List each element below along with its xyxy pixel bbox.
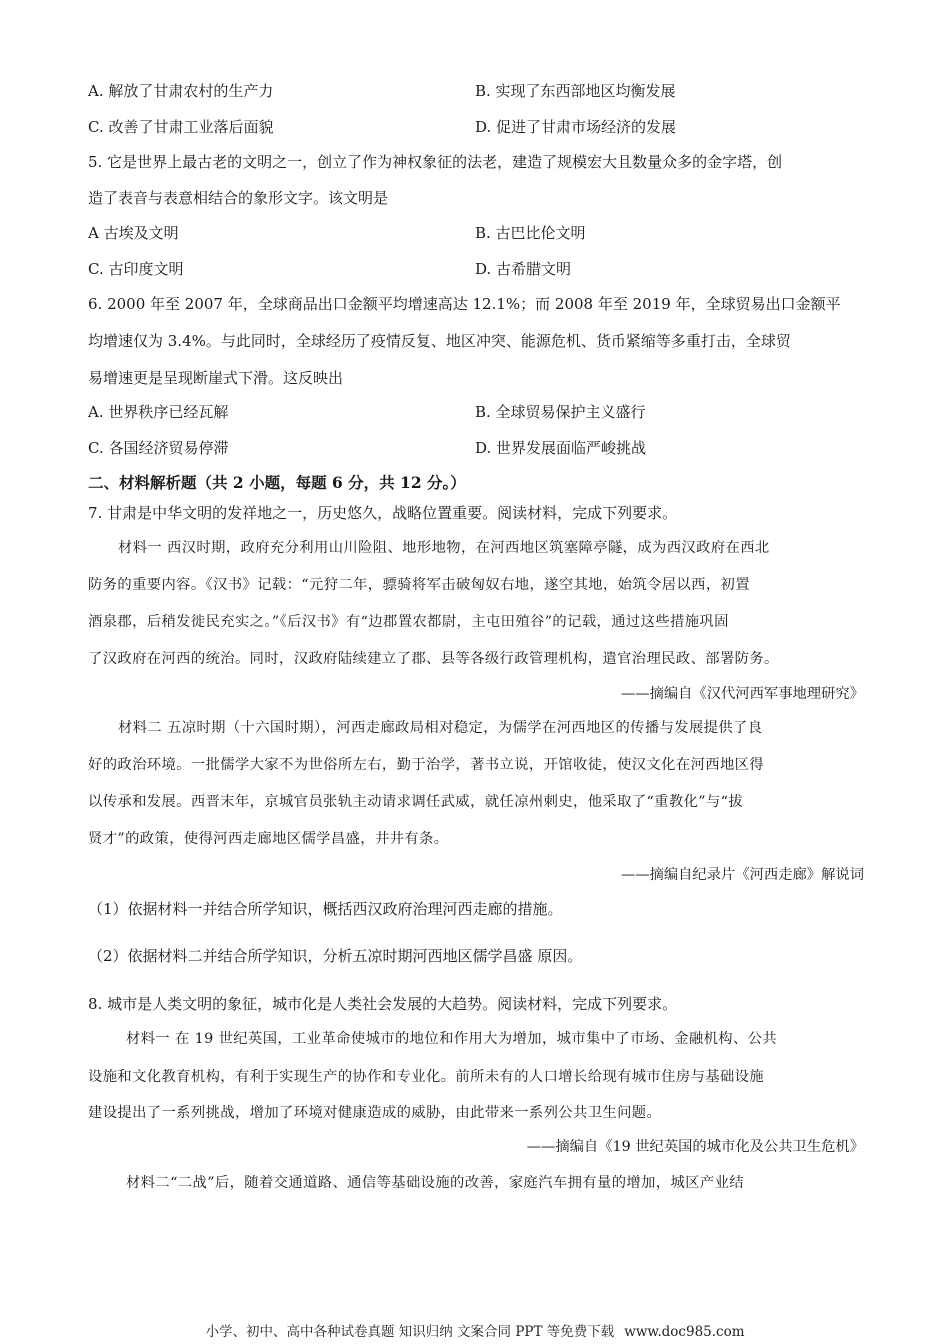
q5-option-c: C. 古印度文明: [88, 260, 184, 278]
q7-material-2-source: ——摘编自纪录片《河西走廊》解说词: [620, 867, 864, 883]
q6-option-c: C. 各国经济贸易停滞: [88, 439, 229, 457]
section-2-heading: 二、材料解析题（共 2 小题，每题 6 分，共 12 分。）: [88, 473, 466, 492]
q6-option-d: D. 世界发展面临严峻挑战: [475, 439, 647, 457]
q5-stem-line1: 5. 它是世界上最古老的文明之一，创立了作为神权象征的法老，建造了规模宏大且数量众多的金字塔，创: [88, 153, 783, 171]
q6-option-a: A. 世界秩序已经瓦解: [88, 403, 229, 421]
q5-option-b: B. 古巴比伦文明: [475, 224, 586, 242]
q4-option-b: B. 实现了东西部地区均衡发展: [475, 82, 676, 100]
q7-material-1-line: 材料一 西汉时期，政府充分利用山川险阻、地形地物，在河西地区筑塞障亭隧，成为西汉政府在西北: [118, 540, 770, 556]
q7-material-2-line: 以传承和发展。西晋末年，京城官员张轨主动请求调任武威，就任凉州刺史，他采取了“重教化”与“拔: [88, 794, 744, 810]
q7-material-1-line: 酒泉郡，后稍发徙民充实之。”《后汉书》有“边郡置农都尉，主屯田殖谷”的记载，通过这些措施巩固: [88, 614, 729, 630]
q8-material-1-line: 设施和文化教育机构，有利于实现生产的协作和专业化。前所未有的人口增长给现有城市住房与基础设施: [88, 1069, 765, 1085]
q6-stem-line3: 易增速更是呈现断崖式下滑。这反映出: [88, 369, 344, 387]
q6-option-b: B. 全球贸易保护主义盛行: [475, 403, 646, 421]
q7-material-1-line: 防务的重要内容。《汉书》记载：“元狩二年，骠骑将军击破匈奴右地，遂空其地，始筑令居以西，初置: [88, 577, 750, 593]
footer-site-link[interactable]: www.doc985.com: [624, 1324, 745, 1340]
q7-material-2-line: 好的政治环境。一批儒学大家不为世俗所左右，勤于治学，著书立说，开馆收徒，使汉文化在河西地区得: [88, 757, 765, 773]
q5-stem-line2: 造了表音与表意相结合的象形文字。该文明是: [88, 189, 389, 207]
q8-stem: 8. 城市是人类文明的象征，城市化是人类社会发展的大趋势。阅读材料，完成下列要求。: [88, 995, 678, 1013]
q8-material-1-source: ——摘编自《19 世纪英国的城市化及公共卫生危机》: [526, 1139, 864, 1155]
q4-option-d: D. 促进了甘肃市场经济的发展: [475, 118, 677, 136]
q5-option-a: A 古埃及文明: [88, 224, 179, 242]
q7-material-1-source: ——摘编自《汉代河西军事地理研究》: [620, 686, 864, 702]
q8-material-1-line: 建设提出了一系列挑战，增加了环境对健康造成的威胁，由此带来一系列公共卫生问题。: [88, 1105, 662, 1121]
footer-text: 小学、初中、高中各种试卷真题 知识归纳 文案合同 PPT 等免费下载: [205, 1324, 615, 1340]
q7-subquestion-1: （1）依据材料一并结合所学知识，概括西汉政府治理河西走廊的措施。: [88, 900, 563, 918]
q7-subquestion-2: （2）依据材料二并结合所学知识，分析五凉时期河西地区儒学昌盛 原因。: [88, 947, 583, 965]
q7-material-2-line: 贤才”的政策，使得河西走廊地区儒学昌盛，井井有条。: [88, 831, 449, 847]
q6-stem-line1: 6. 2000 年至 2007 年，全球商品出口金额平均增速高达 12.1%；而 2008 年至 2019 年，全球贸易出口金额平: [88, 295, 841, 313]
q4-option-a: A. 解放了甘肃农村的生产力: [88, 82, 274, 100]
q7-material-2-line: 材料二 五凉时期（十六国时期），河西走廊政局相对稳定，为儒学在河西地区的传播与发展提供了良: [118, 720, 763, 736]
q8-material-2-line: 材料二“二战”后，随着交通道路、通信等基础设施的改善，家庭汽车拥有量的增加，城区产业结: [126, 1175, 744, 1191]
q4-option-c: C. 改善了甘肃工业落后面貌: [88, 118, 274, 136]
q5-option-d: D. 古希腊文明: [475, 260, 572, 278]
q8-material-1-line: 材料一 在 19 世纪英国，工业革命使城市的地位和作用大为增加，城市集中了市场、金融机构、公共: [126, 1031, 778, 1047]
q7-material-1-line: 了汉政府在河西的统治。同时，汉政府陆续建立了郡、县等各级行政管理机构，遣官治理民政、部署防务。: [88, 651, 779, 667]
q6-stem-line2: 均增速仅为 3.4%。与此同时，全球经历了疫情反复、地区冲突、能源危机、货币紧缩等多重打击，全球贸: [88, 332, 791, 350]
page-footer: [0, 1322, 950, 1342]
q7-stem: 7. 甘肃是中华文明的发祥地之一，历史悠久，战略位置重要。阅读材料，完成下列要求。: [88, 504, 678, 522]
